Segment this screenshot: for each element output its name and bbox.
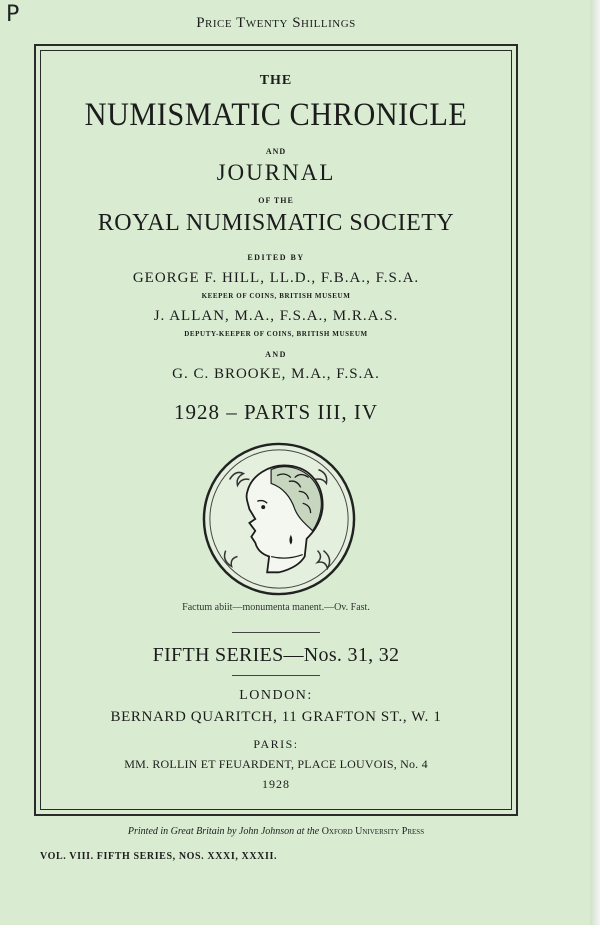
printer-text: Printed in Great Britain by John Johnson at the — [127, 826, 322, 837]
of-the: OF THE — [258, 196, 294, 205]
press-name: Oxford University Press — [321, 826, 425, 837]
motto: Factum abiit—monumenta manent.—Ov. Fast. — [182, 602, 370, 613]
page-edge — [590, 0, 600, 925]
series-line: FIFTH SERIES—Nos. 31, 32 — [152, 644, 400, 666]
editor-name: J. ALLAN, M.A., F.S.A., M.R.A.S. — [153, 308, 399, 324]
title-article: THE — [259, 73, 293, 88]
editor-and: AND — [265, 350, 287, 359]
divider — [232, 675, 320, 676]
volume-line: VOL. VIII. FIFTH SERIES, NOS. XXXI, XXXII. — [40, 851, 278, 862]
journal-title: NUMISMATIC CHRONICLE — [84, 97, 468, 133]
handwritten-marker: P — [6, 2, 20, 27]
coin-illustration — [200, 440, 358, 598]
london-publisher: BERNARD QUARITCH, 11 GRAFTON ST., W. 1 — [110, 709, 442, 725]
edited-by: EDITED BY — [247, 253, 305, 262]
paris-heading: PARIS: — [253, 737, 299, 751]
editor-name: GEORGE F. HILL, LL.D., F.B.A., F.S.A. — [132, 270, 420, 286]
editor-name: G. C. BROOKE, M.A., F.S.A. — [172, 366, 380, 382]
price-line: Price Twenty Shillings — [196, 15, 356, 31]
london-heading: LONDON: — [239, 688, 313, 703]
paris-publisher: MM. ROLLIN ET FEUARDENT, PLACE LOUVOIS, No. 4 — [124, 757, 428, 771]
journal-word: JOURNAL — [216, 160, 336, 185]
editor-title: KEEPER OF COINS, BRITISH MUSEUM — [201, 292, 351, 300]
divider — [232, 632, 320, 633]
printer-line — [0, 826, 552, 837]
title-and: AND — [265, 147, 287, 156]
society-name: ROYAL NUMISMATIC SOCIETY — [97, 210, 455, 236]
editor-title: DEPUTY-KEEPER OF COINS, BRITISH MUSEUM — [184, 330, 368, 338]
year-parts: 1928 – PARTS III, IV — [173, 400, 379, 424]
publication-year: 1928 — [262, 777, 290, 791]
